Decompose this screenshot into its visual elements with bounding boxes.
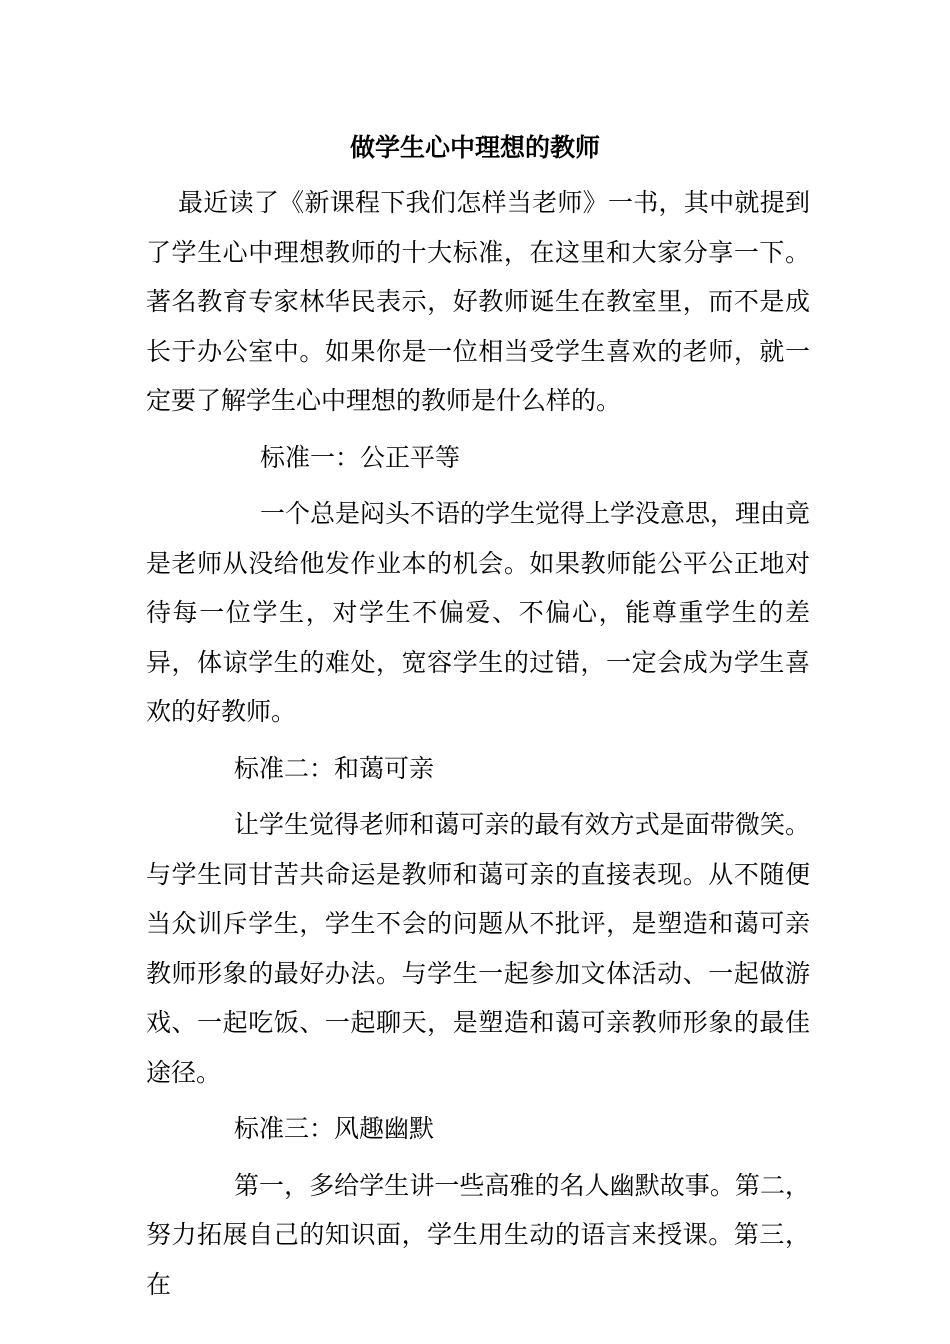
section-3-heading: 标准三：风趣幽默 bbox=[234, 1114, 435, 1143]
document-title: 做学生心中理想的教师 bbox=[349, 133, 600, 162]
intro-paragraph: 最近读了《新课程下我们怎样当老师》一书，其中就提到了学生心中理想教师的十大标准，在这里和大家分享一下。著名教育专家林华民表示，好教师诞生在教室里，而不是成长于办公室中。如果你是一位相当受学生喜欢的老师，就一定要了解学生心中理想的教师是什么样的。 bbox=[146, 188, 810, 415]
section-1-heading: 标准一：公正平等 bbox=[260, 442, 461, 472]
section-3-paragraph: 第一，多给学生讲一些高雅的名人幽默故事。第二，努力拓展自己的知识面，学生用生动的语言来授课。第三，在 bbox=[146, 1170, 810, 1299]
section-2-paragraph: 让学生觉得老师和蔼可亲的最有效方式是面带微笑。与学生同甘苦共命运是教师和蔼可亲的直接表现。从不随便当众训斥学生，学生不会的问题从不批评，是塑造和蔼可亲教师形象的最好办法。与学生一起参加文体活动、一起做游戏、一起吃饭、一起聊天，是塑造和蔼可亲教师形象的最佳途径。 bbox=[146, 810, 810, 1087]
section-2-heading: 标准二：和蔼可亲 bbox=[234, 753, 435, 783]
document-body bbox=[146, 178, 810, 1309]
section-1-paragraph: 一个总是闷头不语的学生觉得上学没意思，理由竟是老师从没给他发作业本的机会。如果教师能公平公正地对待每一位学生，对学生不偏爱、不偏心，能尊重学生的差异，体谅学生的难处，宽容学生的过错，一定会成为学生喜欢的好教师。 bbox=[146, 499, 811, 726]
